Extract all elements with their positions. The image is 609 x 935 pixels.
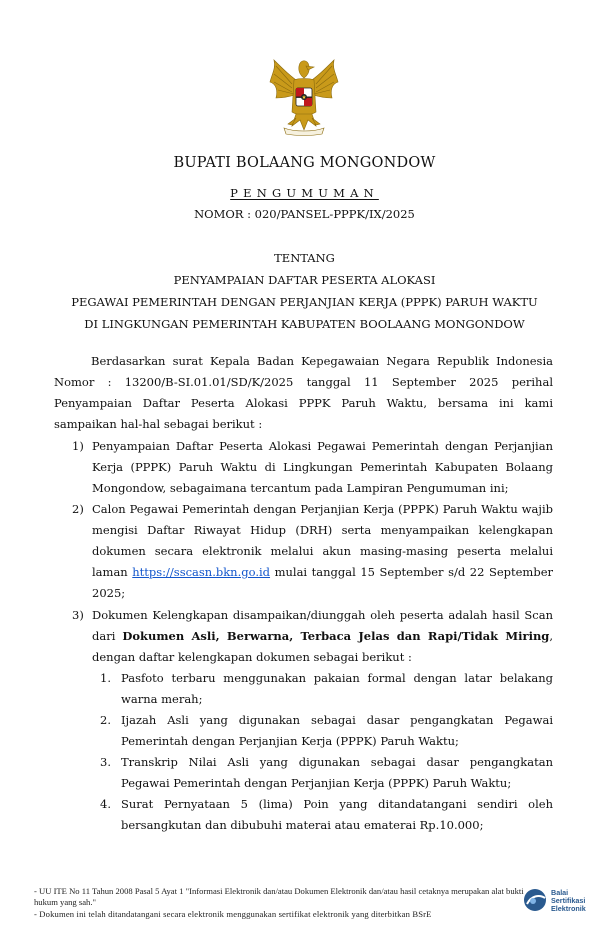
item-number: 2): [72, 502, 84, 516]
list-item: [92, 605, 553, 668]
item-bold-text: Dokumen Asli, Berwarna, Terbaca Jelas dan Rapi/Tidak Miring: [122, 629, 550, 643]
bsre-text-line: Elektronik: [551, 904, 586, 913]
footer-esign-note: - Dokumen ini telah ditandatangani secara elektronik menggunakan sertifikat elektronik yang diterbitkan BSrE: [34, 909, 432, 919]
item-text: Calon Pegawai Pemerintah dengan Perjanjian Kerja (PPPK) Paruh Waktu wajib mengisi Daftar Riwayat Hidup (DRH) serta menyampaikan kelengkapan dokumen secara elektronik melalui akun masing-masing peserta melalui laman: [92, 502, 553, 579]
subitem-number: 1.: [100, 671, 111, 685]
garuda-emblem-icon: [262, 54, 346, 136]
list-item: Penyampaian Daftar Peserta Alokasi Pegawai Pemerintah dengan Perjanjian Kerja (PPPK) Paruh Waktu di Lingkungan Pemerintah Kabupaten Bolaang Mongondow, sebagaimana tercantum pada Lampiran Pengumuman ini;: [92, 439, 553, 495]
announcement-heading: PENGUMUMAN: [230, 186, 379, 200]
footer-legal-note: - UU ITE No 11 Tahun 2008 Pasal 5 Ayat 1 "Informasi Elektronik dan/atau Dokumen Elektronik dan/atau hasil cetaknya merupakan alat bukti hukum yang sah.": [34, 886, 524, 907]
item-text: , dengan daftar kelengkapan dokumen sebagai berikut :: [92, 629, 554, 664]
item-number: 3): [72, 608, 84, 622]
subitem-number: 2.: [100, 713, 111, 727]
subitem: Ijazah Asli yang digunakan sebagai dasar pengangkatan Pegawai Pemerintah dengan Perjanjian Kerja (PPPK) Paruh Waktu;: [121, 713, 553, 748]
subitem-number: 3.: [100, 755, 111, 769]
footer-notes: [34, 886, 524, 920]
subject-line-1: PENYAMPAIAN DAFTAR PESERTA ALOKASI: [173, 273, 436, 287]
document-number: NOMOR : 020/PANSEL-PPPK/IX/2025: [194, 207, 415, 221]
subitem-number: 4.: [100, 797, 111, 811]
intro-paragraph: Berdasarkan surat Kepala Badan Kepegawaian Negara Republik Indonesia Nomor : 13200/B-SI.01.01/SD/K/2025 tanggal 11 September 2025 perihal Penyampaian Daftar Peserta Alokasi PPPK Paruh Waktu, bersama ini kami sampaikan hal-hal sebagai berikut :: [54, 354, 553, 431]
bsre-logo-text: [551, 889, 586, 913]
issuer-title: BUPATI BOLAANG MONGONDOW: [173, 155, 436, 171]
bsre-text-line: Balai: [551, 888, 569, 897]
sscasn-link[interactable]: https://sscasn.bkn.go.id: [132, 565, 271, 579]
subitem: Surat Pernyataan 5 (lima) Poin yang ditandatangani sendiri oleh bersangkutan dan dibubuhi materai atau ematerai Rp.10.000;: [121, 797, 553, 832]
subitem: Pasfoto terbaru menggunakan pakaian formal dengan latar belakang warna merah;: [121, 671, 553, 706]
list-item: [92, 499, 553, 604]
subject-line-2: PEGAWAI PEMERINTAH DENGAN PERJANJIAN KERJA (PPPK) PARUH WAKTU: [71, 295, 538, 309]
item-text: mulai tanggal 15 September s/d 22 September 2025;: [92, 565, 553, 600]
item-number: 1): [72, 439, 84, 453]
subject-line-3: DI LINGKUNGAN PEMERINTAH KABUPATEN BOOLAANG MONGONDOW: [84, 317, 525, 331]
subitem: Transkrip Nilai Asli yang digunakan sebagai dasar pengangkatan Pegawai Pemerintah dengan Perjanjian Kerja (PPPK) Paruh Waktu;: [121, 755, 553, 790]
item-text: Dokumen Kelengkapan disampaikan/diunggah oleh peserta adalah hasil Scan dari: [92, 608, 553, 643]
subject-label: TENTANG: [274, 251, 335, 265]
bsre-text-line: Sertifikasi: [551, 896, 586, 905]
